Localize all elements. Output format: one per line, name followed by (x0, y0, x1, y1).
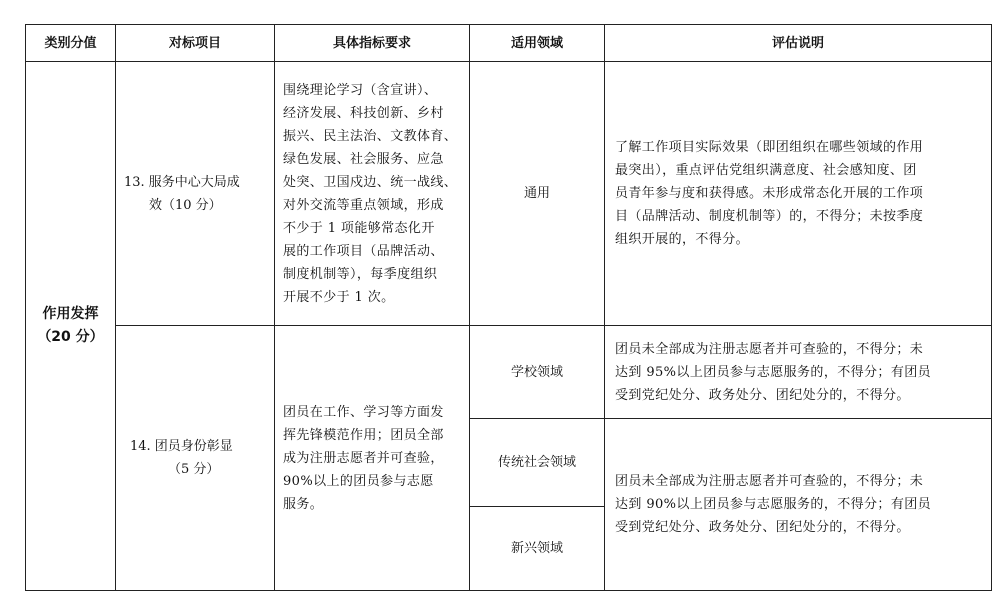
row14-item-line-2: （5 分） (168, 462, 220, 477)
row14-eval-school-line: 达到 95%以上团员参与志愿服务的，不得分；有团员 (615, 364, 932, 380)
row13-item-line-1: 13. 服务中心大局成 (124, 174, 240, 190)
row14-req-line: 90%以上的团员参与志愿 (283, 473, 434, 489)
row14-eval-school-line: 团员未全部成为注册志愿者并可查验的，不得分；未 (615, 341, 924, 357)
category-score: （20 分） (37, 329, 104, 345)
row14-item-line-1: 14. 团员身份彰显 (130, 439, 233, 454)
row13-req-line: 绿色发展、社会服务、应急 (283, 151, 444, 167)
header-category-score: 类别分值 (44, 35, 97, 51)
header-evaluation-note: 评估说明 (771, 35, 824, 51)
row13-req-line: 展的工作项目（品牌活动、 (283, 243, 444, 259)
row14-req-line: 挥先锋模范作用；团员全部 (283, 427, 444, 443)
row13-eval-line: 员青年参与度和获得感。未形成常态化开展的工作项 (615, 186, 924, 201)
row13-req-line: 经济发展、科技创新、乡村 (283, 105, 444, 121)
row14-requirement-cell (275, 326, 469, 590)
row13-evaluation-cell (605, 62, 991, 325)
row13-req-line: 处突、卫国戍边、统一战线、 (283, 174, 458, 190)
row14-req-line: 成为注册志愿者并可查验， (283, 450, 444, 466)
row14-eval-other-line: 受到党纪处分、政务处分、团纪处分的，不得分。 (615, 520, 910, 535)
row13-eval-line: 最突出），重点评估党组织满意度、社会感知度、团 (615, 163, 917, 178)
row13-req-line: 不少于 1 项能够常态化开 (283, 220, 435, 236)
row14-domain-emerging: 新兴领域 (510, 541, 563, 556)
row14-req-line: 团员在工作、学习等方面发 (283, 404, 444, 420)
category-cell (26, 62, 115, 590)
header-applicable-domain: 适用领域 (510, 35, 563, 51)
row14-eval-school-line: 受到党纪处分、政务处分、团纪处分的，不得分。 (615, 387, 910, 403)
row14-evaluation-other-cell (605, 419, 991, 590)
row13-eval-line: 组织开展的，不得分。 (615, 232, 750, 247)
category-name: 作用发挥 (42, 306, 99, 322)
row13-req-line: 开展不少于 1 次。 (283, 289, 395, 305)
row13-eval-line: 目（品牌活动、制度机制等）的，不得分；未按季度 (615, 209, 924, 224)
table-border-right (991, 24, 992, 591)
row14-item-cell (116, 326, 274, 590)
header-indicator-requirement: 具体指标要求 (332, 35, 411, 51)
row14-eval-other-line: 团员未全部成为注册志愿者并可查验的，不得分；未 (615, 474, 924, 489)
row14-req-line: 服务。 (283, 496, 324, 512)
row13-item-line-2: 效（10 分） (149, 197, 222, 213)
row13-req-line: 围绕理论学习（含宣讲）、 (283, 82, 438, 98)
row14-evaluation-school-cell (605, 326, 991, 418)
row14-domain-school: 学校领域 (510, 364, 563, 380)
row14-eval-other-line: 达到 90%以上团员参与志愿服务的，不得分；有团员 (615, 497, 932, 512)
row13-req-line: 对外交流等重点领域，形成 (283, 197, 444, 213)
row14-domain-traditional: 传统社会领域 (497, 455, 576, 470)
row13-req-line: 振兴、民主法治、文教体育、 (283, 128, 458, 144)
table-border-bottom (25, 590, 992, 591)
header-benchmark-item: 对标项目 (168, 35, 221, 51)
row13-item-cell (116, 62, 274, 325)
row13-requirement-cell (275, 62, 469, 325)
row13-domain-cell: 通用 (523, 186, 550, 201)
row13-eval-line: 了解工作项目实际效果（即团组织在哪些领域的作用 (615, 140, 924, 155)
row13-req-line: 制度机制等），每季度组织 (283, 266, 438, 282)
